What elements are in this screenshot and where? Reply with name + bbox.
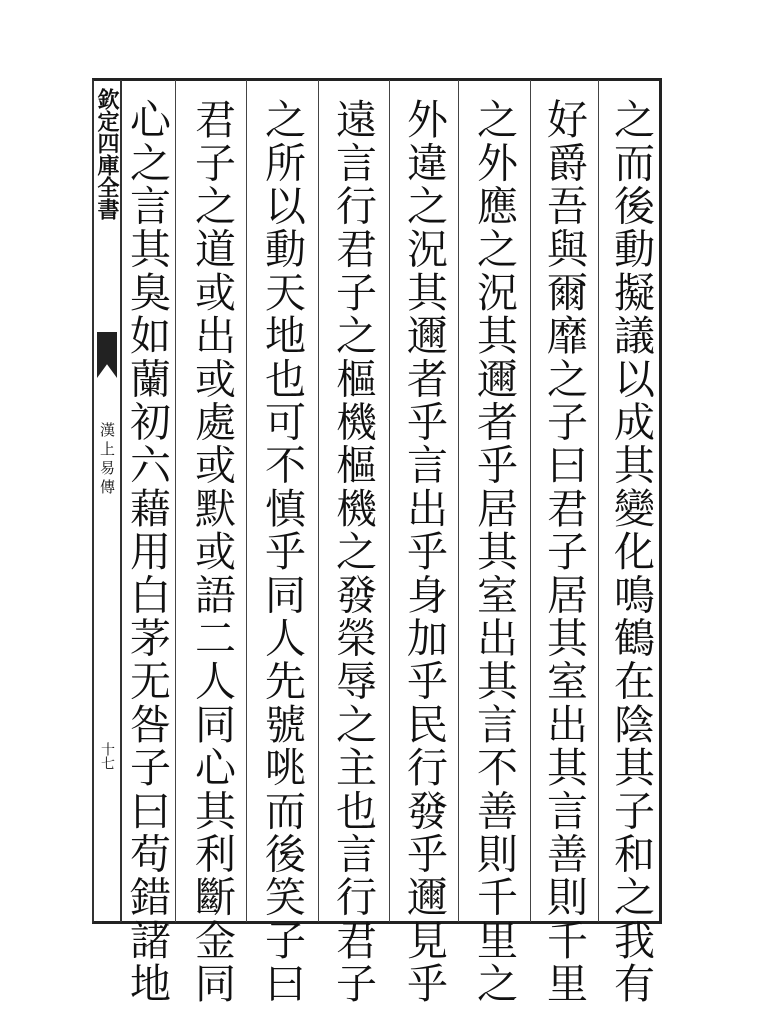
column-divider <box>389 80 390 922</box>
text-column-7: 君子之道或出或處或默或語二人同心其利斷金同 <box>188 98 236 1006</box>
column-divider <box>598 80 599 922</box>
column-divider <box>318 80 319 922</box>
column-divider <box>246 80 247 922</box>
page-margin-strip <box>95 82 119 920</box>
column-divider <box>175 80 176 922</box>
page-number: 十七 <box>99 742 115 770</box>
text-column-6: 之所以動天地也可不慎乎同人先號咷而後笑子曰 <box>258 98 306 1006</box>
text-column-8: 心之言其臭如蘭初六藉用白茅无咎子曰苟錯諸地 <box>123 98 171 1006</box>
text-column-2: 好爵吾與爾靡之子曰君子居其室出其言善則千里 <box>540 98 588 1006</box>
column-divider <box>458 80 459 922</box>
text-column-1: 之而後動擬議以成其變化鳴鶴在陰其子和之我有 <box>607 98 655 1006</box>
book-subtitle: 漢上易傳 <box>98 422 116 498</box>
text-column-4: 外違之況其邇者乎言出乎身加乎民行發乎邇見乎 <box>400 98 448 1006</box>
text-column-5: 遠言行君子之樞機樞機之發榮辱之主也言行君子 <box>329 98 377 1006</box>
text-column-3: 之外應之況其邇者乎居其室出其言不善則千里之 <box>470 98 518 1006</box>
fish-tail-mark <box>97 332 117 378</box>
book-title: 欽定四庫全書 <box>94 88 120 220</box>
column-divider <box>530 80 531 922</box>
